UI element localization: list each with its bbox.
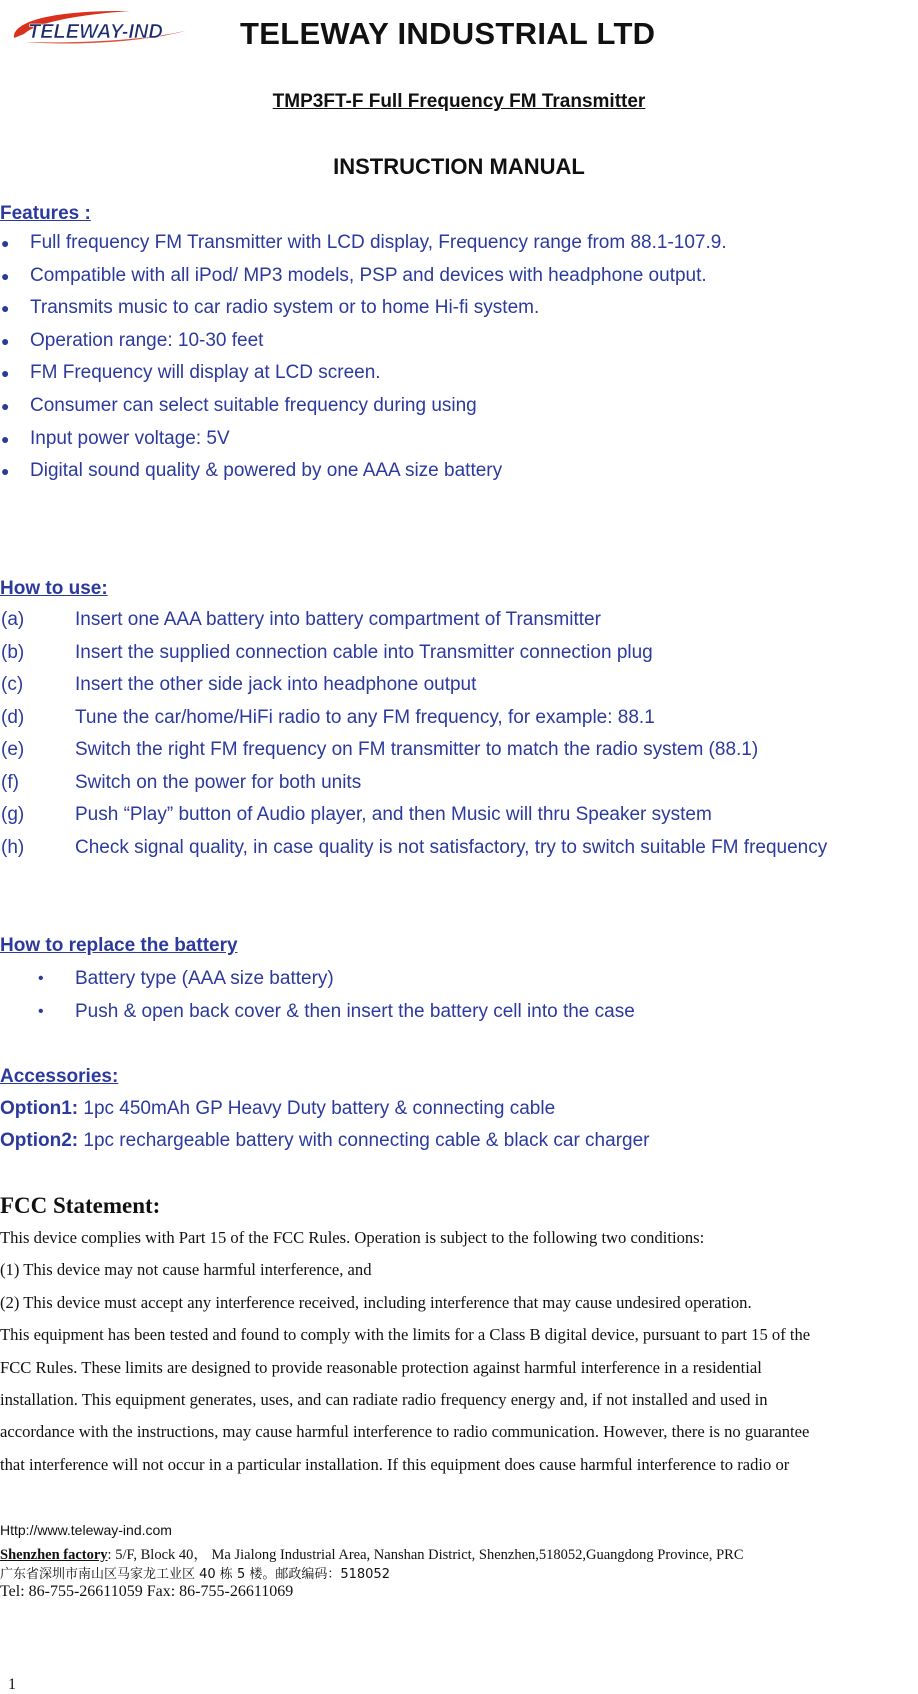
fcc-line: This equipment has been tested and found to comply with the limits for a Class B digital device, pursuant to part 15 of the — [0, 1325, 811, 1345]
company-name: TELEWAY INDUSTRIAL LTD — [240, 16, 656, 51]
fcc-line: FCC Rules. These limits are designed to provide reasonable protection against harmful interference in a residential — [0, 1357, 762, 1377]
features-list — [0, 227, 727, 488]
bullet-icon: ● — [1, 397, 10, 414]
list-item: ● FM Frequency will display at LCD screen. — [0, 357, 727, 390]
features-heading: Features : — [0, 203, 91, 224]
fcc-heading: FCC Statement: — [0, 1193, 161, 1218]
bullet-icon: ● — [1, 267, 10, 284]
fcc-line: (2) This device must accept any interference received, including interference that may cause undesired operation. — [0, 1292, 752, 1312]
list-item: ● Operation range: 10-30 feet — [0, 325, 727, 358]
logo-text: TELEWAY-IND — [28, 21, 163, 43]
accessories-heading: Accessories: — [0, 1066, 119, 1087]
address-chinese: 广东省深圳市南山区马家龙工业区 40 栋 5 楼。邮政编码：518052 — [0, 1567, 390, 1582]
how-to-use-heading: How to use: — [0, 578, 108, 599]
product-subtitle: TMP3FT-F Full Frequency FM Transmitter — [272, 91, 646, 112]
list-item: ● Transmits music to car radio system or to home Hi-fi system. — [0, 292, 727, 325]
list-item: ● Full frequency FM Transmitter with LCD display, Frequency range from 88.1-107.9. — [0, 227, 727, 260]
bullet-icon: ● — [1, 463, 10, 480]
list-item: ● Consumer can select suitable frequency during using — [0, 390, 727, 423]
fcc-statement — [0, 1222, 918, 1481]
fcc-line: installation. This equipment generates, uses, and can radiate radio frequency energy and, if not installed and used in — [0, 1389, 768, 1409]
list-item: ● Input power voltage: 5V — [0, 423, 727, 456]
option-1: Option1: 1pc 450mAh GP Heavy Duty battery & connecting cable — [0, 1098, 556, 1119]
contact-phone-fax: Tel: 86-755-26611059 Fax: 86-755-26611069 — [0, 1583, 294, 1600]
battery-heading: How to replace the battery — [0, 935, 238, 956]
factory-address: Shenzhen factory: 5/F, Block 40， Ma Jialong Industrial Area, Nanshan District, Shenzhen,518052,Guangdong Province, PRC — [0, 1547, 744, 1563]
bullet-icon: ● — [1, 235, 10, 251]
list-item: ● Compatible with all iPod/ MP3 models, PSP and devices with headphone output. — [0, 260, 727, 293]
bullet-icon: ● — [1, 300, 10, 317]
bullet-icon: • — [38, 1003, 44, 1020]
list-item: ● Digital sound quality & powered by one AAA size battery — [0, 455, 727, 488]
bullet-icon: • — [38, 970, 44, 987]
fcc-line: accordance with the instructions, may cause harmful interference to radio communication. However, there is no guarantee — [0, 1422, 810, 1442]
page-number: 1 — [8, 1676, 16, 1693]
fcc-line: that interference will not occur in a particular installation. If this equipment does cause harmful interference to radio or — [0, 1454, 790, 1474]
fcc-line: This device complies with Part 15 of the FCC Rules. Operation is subject to the following two conditions: — [0, 1228, 705, 1247]
manual-title: INSTRUCTION MANUAL — [333, 154, 585, 179]
bullet-icon: ● — [1, 332, 10, 349]
manual-page: TELEWAY-IND TELEWAY INDUSTRIAL LTD TMP3FT-F Full Frequency FM Transmitter INSTRUCTION MANUAL Features : ● Full frequency FM Transmitter with LCD display, Frequency range from 88.1-107.9. ● Compatible with all iPod/ MP3 models, PSP and devices with headphone output. ● Transmits music to car radio system or to home Hi-fi system. ● Operation range: 10-30 feet ● FM Frequency will display at LCD screen. ● Consumer can select suitable frequency during using ● Input power voltage: 5V ● Digital sound quality & powered by one AAA size battery How to use: (a) Insert one AAA battery into battery compartment of Transmitter (b) Insert the supplied connection cable into Transmitter connection plug (c) Insert the other side jack into headphone output (d) Tune the car/home/HiFi radio to any FM frequency, for example: 88.1 (e) Switch the right FM frequency on FM transmitter to match the radio system (88.1) (f) Switch on the power for both units (g) Push “Play” button of Audio player, and then Music will thru Speaker system (h) Check signal quality, in case quality is not satisfactory, try to switch suitable FM frequency How to replace the battery • Battery type (AAA size battery) • Push & open back cover & then insert the battery cell into the case Accessories: Option1: 1pc 450mAh GP Heavy Duty battery & connecting cable Option2: 1pc rechargeable battery with connecting cable & black car charger FCC Statement: This device complies with Part 15 of the FCC Rules. Operation is subject to the following two conditions: (1) This device may not cause harmful interference, and (2) This device must accept any interference received, including interference that may cause undesired operation. This equipment has been tested and found to comply with the limits for a Class B digital device, pursuant to part 15 of the FCC Rules. These limits are designed to provide reasonable protection against harmful interference in a residential installation. This equipment generates, uses, and can radiate radio frequency energy and, if not installed and used in accordance with the instructions, may cause harmful interference to radio communication. However, there is no guarantee that interference will not occur in a particular installation. If this equipment does cause harmful interference to radio or Http://www.teleway-ind.com Shenzhen factory: 5/F, Block 40， Ma Jialong Industrial Area, Nanshan District, Shenzhen,518052,Guangdong Province, PRC 广东省深圳市南山区马家龙工业区 40 栋 5 楼。邮政编码：518052 Tel: 86-755-26611059 Fax: 86-755-26611069 1 — [0, 0, 918, 1694]
teleway-logo — [10, 8, 192, 48]
bullet-icon: ● — [1, 365, 10, 382]
fcc-line: (1) This device may not cause harmful interference, and — [0, 1260, 372, 1280]
option-2: Option2: 1pc rechargeable battery with connecting cable & black car charger — [0, 1130, 650, 1151]
website-url: Http://www.teleway-ind.com — [0, 1522, 172, 1538]
bullet-icon: ● — [1, 430, 10, 447]
